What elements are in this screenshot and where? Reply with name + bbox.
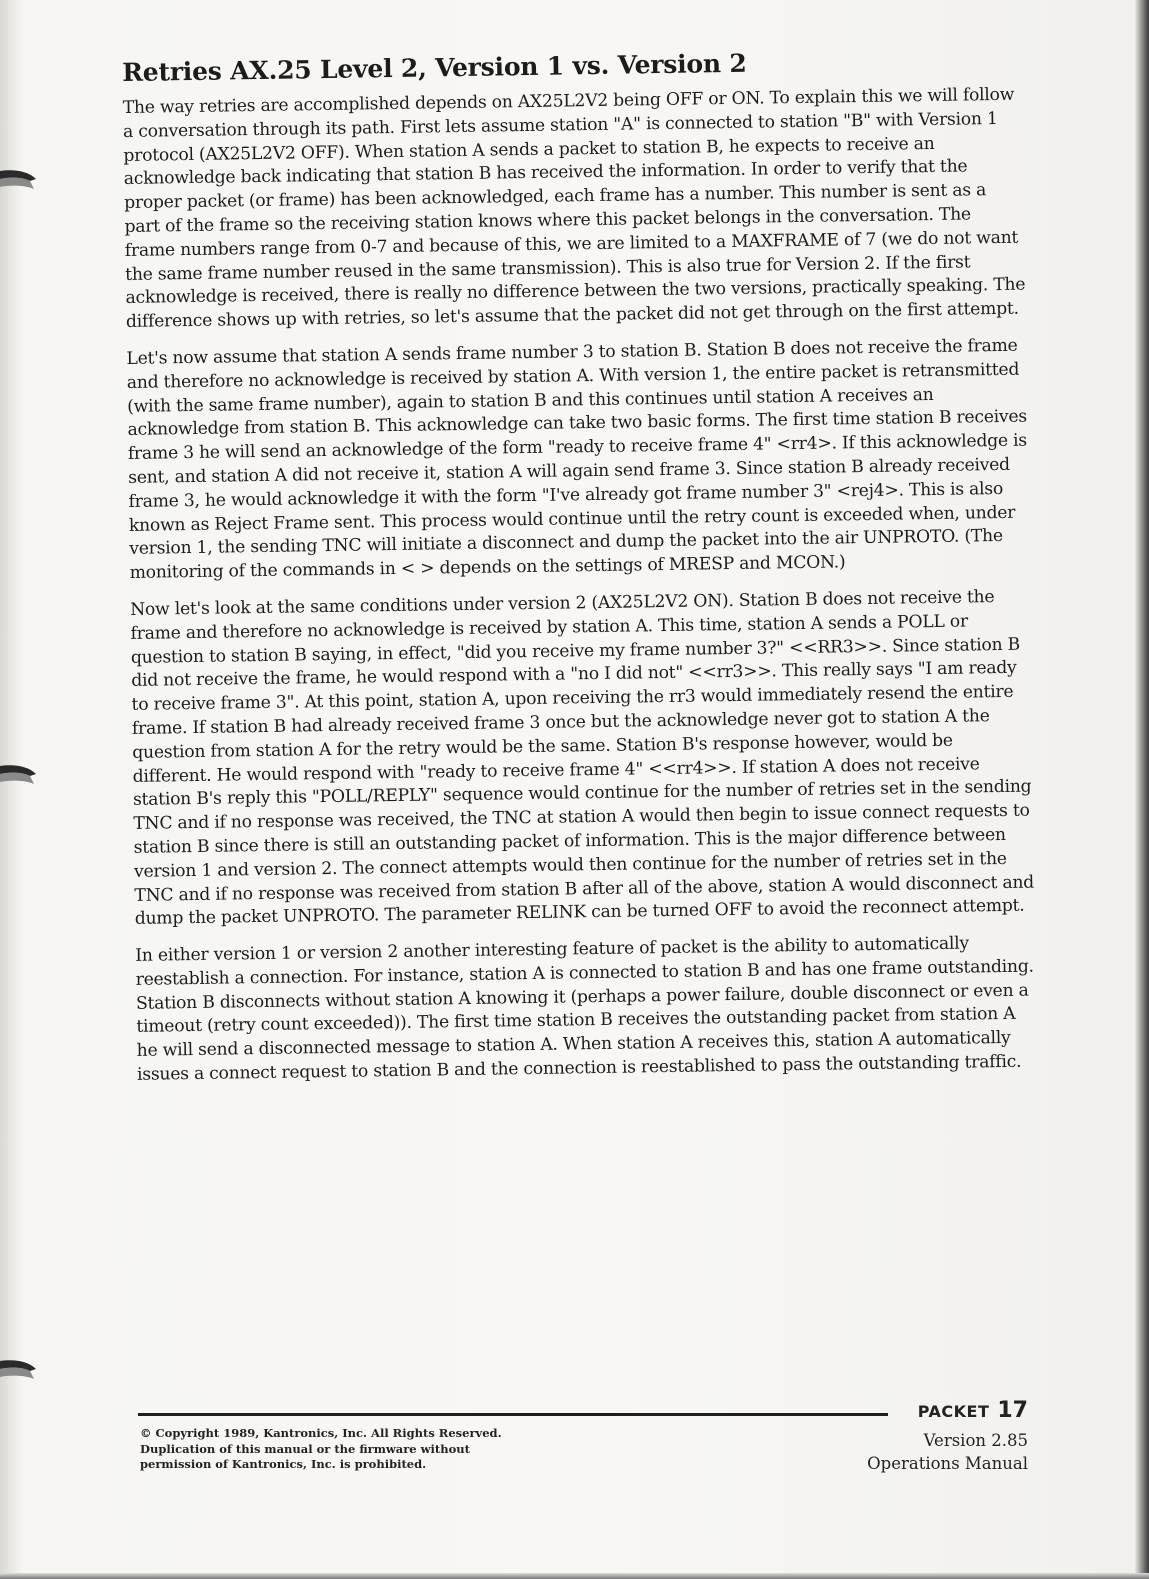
page-footer-info <box>800 1398 1028 1475</box>
copyright-line: permission of Kantronics, Inc. is prohibited. <box>140 1457 427 1471</box>
page-bottom-edge <box>0 1573 1149 1579</box>
copyright-line: Duplication of this manual or the firmware without <box>140 1441 470 1456</box>
body-paragraph: The way retries are accomplished depends on AX25L2V2 being OFF or ON. To explain this we will follow a conversation through its path. First lets assume station "A" is connected to station "B" with Version 1 protocol (AX25L2V2 OFF). When station A sends a packet to station B, he expects to receive an acknowledge back indicating that station B has received the information. In order to verify that the proper packet (or frame) has been acknowledged, each frame has a number. This number is sent as a part of the frame so the receiving station knows where this packet belongs in the conversation. The frame numbers range from 0-7 and because of this, we are limited to a MAXFRAME of 7 (we do not want the same frame number reused in the same transmission). This is also true for Version 2. If the first acknowledge is received, there is really no difference between the two versions, practically speaking. The difference shows up with retries, so let's assume that the packet did not get through on the first attempt. <box>122 84 1026 333</box>
body-paragraph: Let's now assume that station A sends frame number 3 to station B. Station B does not receive the frame and therefore no acknowledge is received by station A. With version 1, the entire packet is retransmitted (with the same frame number), again to station B and this continues until station A receives an acknowledge from station B. This acknowledge can take two basic forms. The first time station B receives frame 3 he will send an acknowledge of the form "ready to receive frame 4" <rr4>. If this acknowledge is sent, and station A did not receive it, station A will again send frame 3. Since station B already received frame 3, he would acknowledge it with the form "I've already got frame number 3" <rej4>. This is also known as Reject Frame sent. This process would continue until the retry count is exceeded when, under version 1, the sending TNC will initiate a disconnect and dump the packet into the air UNPROTO. (The monitoring of the commands in < > depends on the settings of MRESP and MCON.) <box>126 335 1028 584</box>
body-paragraph: In either version 1 or version 2 another interesting feature of packet is the ability to automatically reestablish a connection. For instance, station A is connected to station B and has one frame outstanding. Station B disconnects without station A knowing it (perhaps a power failure, double disconnect or even a timeout (retry count exceeded)). The first time station B receives the outstanding packet from station A he will send a disconnected message to station A. When station A receives this, station A automatically issues a connect request to station B and the connection is reestablished to pass the outstanding traffic. <box>135 933 1034 1085</box>
page-content <box>122 45 1037 1101</box>
copyright-line: © Copyright 1989, Kantronics, Inc. All Rights Reserved. <box>140 1426 502 1440</box>
binder-hole-icon <box>0 760 40 794</box>
page-edge <box>1135 0 1149 1579</box>
section-title: Retries AX.25 Level 2, Version 1 vs. Version 2 <box>122 48 747 87</box>
copyright-notice <box>140 1426 570 1473</box>
manual-name: Operations Manual <box>867 1454 1028 1473</box>
section-label: PACKET <box>917 1402 990 1421</box>
binder-hole-icon <box>0 1355 40 1389</box>
section-page-label <box>800 1398 1028 1423</box>
version-text: Version 2.85 <box>923 1431 1028 1450</box>
body-paragraph: Now let's look at the same conditions under version 2 (AX25L2V2 ON). Station B does not receive the frame and therefore no acknowledge is received by station A. This time, station A sends a POLL or question to station B saying, in effect, "did you receive my frame number 3?" <<RR3>>. Since station B did not receive the frame, he would respond with a "no I did not" <<rr3>>. This really says "I am ready to receive frame 3". At this point, station A, upon receiving the rr3 would immediately resend the entire frame. If station B had already received frame 3 once but the acknowledge never got to station A the question from station A for the retry would be the same. Station B's response however, would be different. He would respond with "ready to receive frame 4" <<rr4>>. If station A does not receive station B's reply this "POLL/REPLY" sequence would continue for the number of retries set in the sending TNC and if no response was received, the TNC at station A would then begin to issue connect requests to station B since there is still an outstanding packet of information. This is the major difference between version 1 and version 2. The connect attempts would then continue for the number of retries set in the TNC and if no response was received from station B after all of the above, station A would disconnect and dump the packet UNPROTO. The parameter RELINK can be turned OFF to avoid the reconnect attempt. <box>130 587 1035 930</box>
page-number: 17 <box>997 1398 1028 1423</box>
binder-hole-icon <box>0 165 40 199</box>
footer-divider <box>138 1413 888 1416</box>
